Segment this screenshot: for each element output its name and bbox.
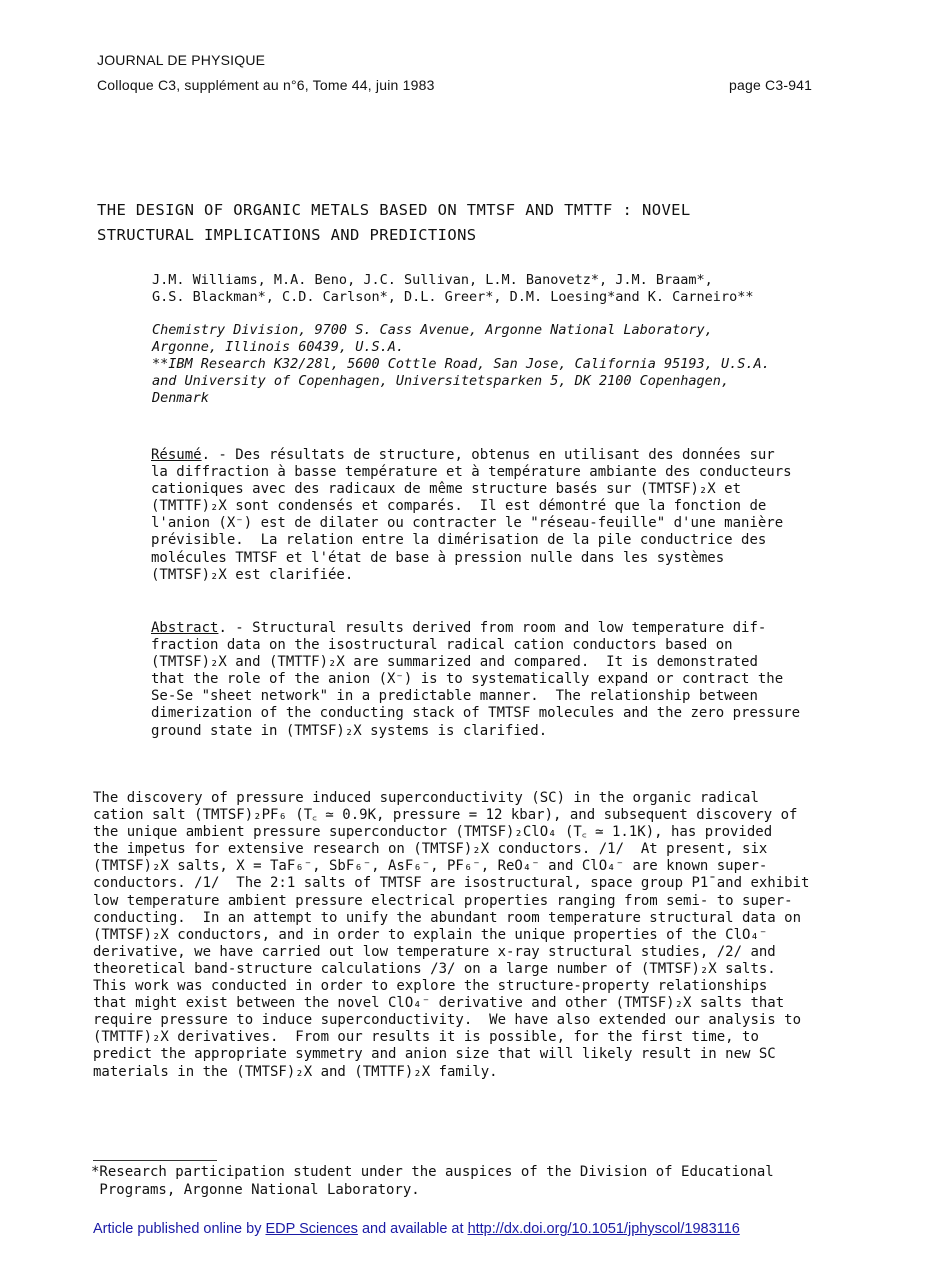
resume-text: . - Des résultats de structure, obtenus en utilisant des données sur la diffraction à basse température et à température ambiante des conducteurs cationiques avec des radicaux de même structure basés sur (TMTSF)₂X et (TMTTF)₂X sont condensés et comparés. Il est démontré que la fonction de l'anion (X⁻) est de dilater ou contracter le "réseau-feuille" d'une manière prévisible. La relation entre la dimérisation de la pile conductrice des molécules TMTSF et l'état de base à pression nulle dans les systèmes (TMTSF)₂X est clarifiée. [151,447,792,583]
abstract-section [151,620,800,740]
journal-name: JOURNAL DE PHYSIQUE [97,52,266,68]
paper-title [97,198,857,248]
page-number: page C3-941 [729,77,813,93]
abstract-text: . - Structural results derived from room and low temperature dif- fraction data on the isostructural radical cation conductors based on (TMTSF)₂X and (TMTTF)₂X are summarized and compared. It is demonstrated that the role of the anion (X⁻) is to systematically expand or contract the Se-Se "sheet network" in a predictable manner. The relationship between dimerization of the conducting stack of TMTSF molecules and the zero pressure ground state in (TMTSF)₂X systems is clarified. [151,620,801,739]
affiliation-line-2: Argonne, Illinois 60439, U.S.A. [152,339,404,355]
abstract-heading: Abstract [151,620,219,636]
colloque-info: Colloque C3, supplément au n°6, Tome 44, juin 1983 [97,77,435,93]
publisher-prefix: Article published online by [93,1221,266,1237]
body-paragraph: The discovery of pressure induced superconductivity (SC) in the organic radical cation salt (TMTSF)₂PF₆ (T꜀ ≃ 0.9K, pressure = 12 kbar), and subsequent discovery of the unique ambient pressure superconductor (TMTSF)₂ClO₄ (T꜀ ≃ 1.1K), has provided the impetus for extensive research on (TMTSF)₂X conductors. /1/ At present, six (TMTSF)₂X salts, X = TaF₆⁻, SbF₆⁻, AsF₆⁻, PF₆⁻, ReO₄⁻ and ClO₄⁻ are known super- conductors. /1/ The 2:1 salts of TMTSF are isostructural, space group P1̄ and exhibit low temperature ambient pressure electrical properties ranging from semi- to super- conducting. In an attempt to unify the abundant room temperature structural data on (TMTSF)₂X conductors, and in order to explain the unique properties of the ClO₄⁻ derivative, we have carried out low temperature x-ray structural studies, /2/ and theoretical band-structure calculations /3/ on a large number of (TMTSF)₂X salts. This work was conducted in order to explore the structure-property relationships that might exist between the novel ClO₄⁻ derivative and other (TMTSF)₂X salts that require pressure to induce superconductivity. We have also extended our analysis to (TMTTF)₂X derivatives. From our results it is possible, for the first time, to predict the appropriate symmetry and anion size that will likely result in new SC materials in the (TMTSF)₂X and (TMTTF)₂X family. [93,790,810,1080]
publisher-middle: and available at [357,1221,468,1237]
doi-link[interactable]: http://dx.doi.org/10.1051/jphyscol/1983116 [467,1221,740,1237]
footnote: *Research participation student under the auspices of the Division of Educational Programs, Argonne National Laboratory. [91,1164,774,1198]
affiliation-line-4: and University of Copenhagen, Universitetsparken 5, DK 2100 Copenhagen, [152,373,730,389]
title-line-1: THE DESIGN OF ORGANIC METALS BASED ON TMTSF AND TMTTF : NOVEL [97,201,691,219]
resume-section [151,447,792,584]
footnote-divider [93,1160,217,1161]
affiliation-line-3: **IBM Research K32/28l, 5600 Cottle Road, San Jose, California 95193, U.S.A. [152,356,770,372]
authors-line-2: G.S. Blackman*, C.D. Carlson*, D.L. Greer*, D.M. Loesing*and K. Carneiro** [152,289,754,305]
author-list [152,272,872,306]
affiliation-line-1: Chemistry Division, 9700 S. Cass Avenue, Argonne National Laboratory, [152,322,713,338]
authors-line-1: J.M. Williams, M.A. Beno, J.C. Sullivan, L.M. Banovetz*, J.M. Braam*, [152,272,713,288]
publisher-line [93,1221,740,1237]
title-line-2: STRUCTURAL IMPLICATIONS AND PREDICTIONS [97,226,477,244]
resume-heading: Résumé [151,447,202,463]
affiliations [152,322,872,407]
affiliation-line-5: Denmark [152,390,209,406]
edp-sciences-link[interactable]: EDP Sciences [265,1221,358,1237]
